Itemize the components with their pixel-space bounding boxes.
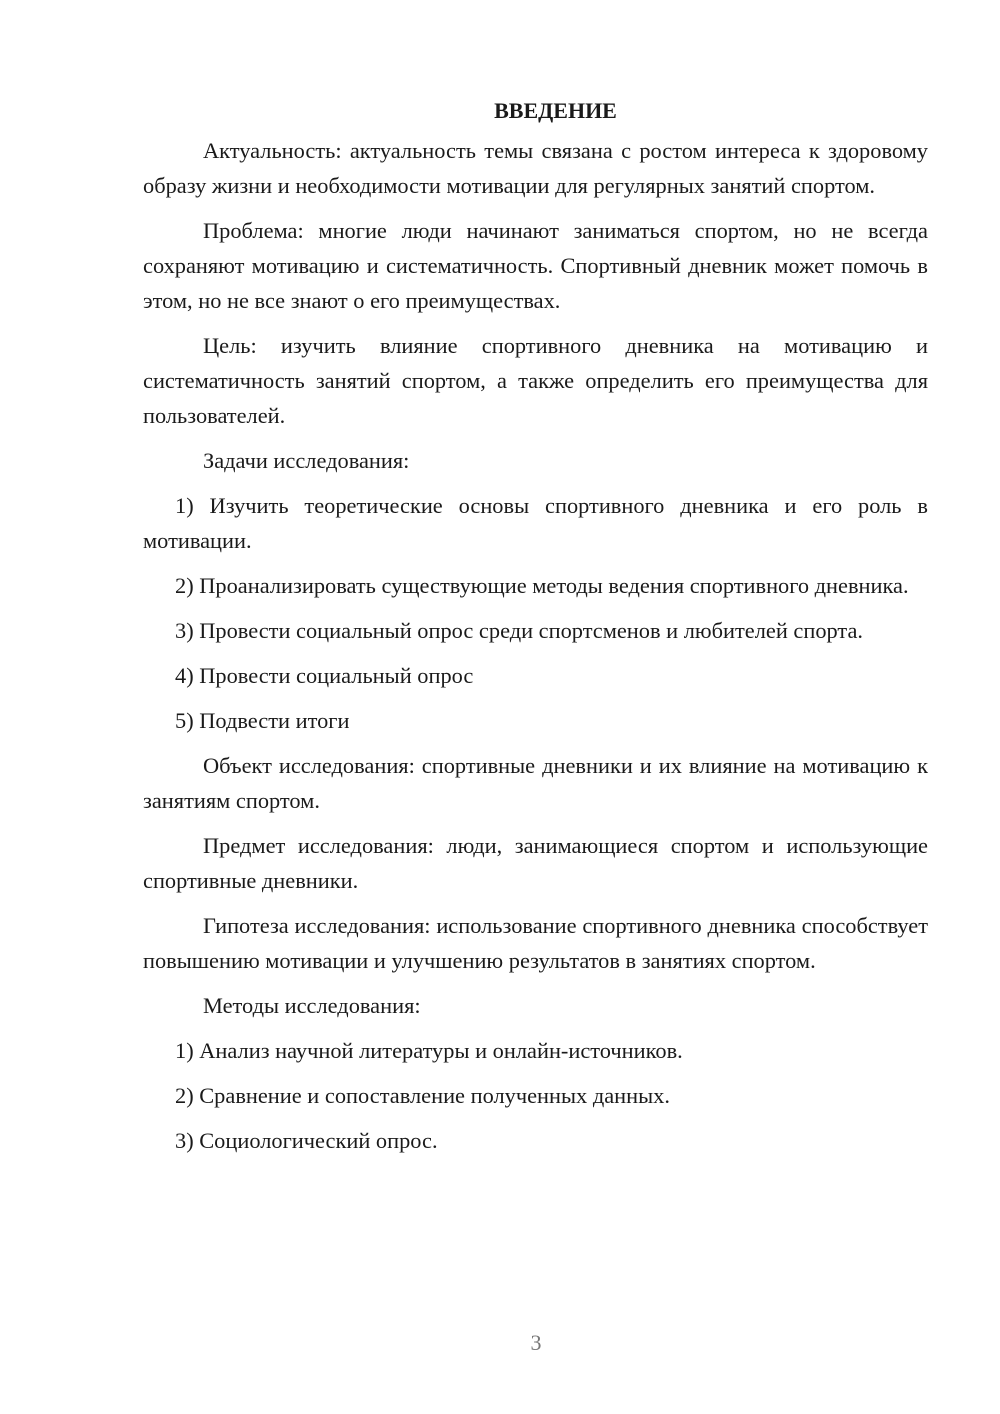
task-item-3: 3) Провести социальный опрос среди спортсменов и любителей спорта. <box>175 618 864 643</box>
method-item-2: 2) Сравнение и сопоставление полученных данных. <box>175 1083 670 1108</box>
task-item-1: 1) Изучить теоретические основы спортивного дневника и его роль в мотивации. <box>143 493 928 553</box>
methods-heading: Методы исследования: <box>203 993 421 1018</box>
tasks-heading: Задачи исследования: <box>203 448 410 473</box>
task-item-5: 5) Подвести итоги <box>175 708 350 733</box>
hypothesis-paragraph: Гипотеза исследования: использование спортивного дневника способствует повышению мотивации и улучшению результатов в занятиях спортом. <box>143 913 928 973</box>
task-item-4: 4) Провести социальный опрос <box>175 663 474 688</box>
relevance-paragraph: Актуальность: актуальность темы связана с ростом интереса к здоровому образу жизни и необходимости мотивации для регулярных занятий спортом. <box>143 138 928 198</box>
section-title: ВВЕДЕНИЕ <box>494 98 617 123</box>
page-number: 3 <box>530 1330 542 1355</box>
goal-paragraph: Цель: изучить влияние спортивного дневника на мотивацию и систематичность занятий спортом, а также определить его преимущества для пользователей. <box>143 333 928 428</box>
method-item-3: 3) Социологический опрос. <box>175 1128 438 1153</box>
problem-paragraph: Проблема: многие люди начинают заниматься спортом, но не всегда сохраняют мотивацию и систематичность. Спортивный дневник может помочь в этом, но не все знают о его преимуществах. <box>143 218 928 313</box>
subject-paragraph: Предмет исследования: люди, занимающиеся спортом и использующие спортивные дневники. <box>143 833 928 893</box>
method-item-1: 1) Анализ научной литературы и онлайн-источников. <box>175 1038 683 1063</box>
task-item-2: 2) Проанализировать существующие методы ведения спортивного дневника. <box>175 573 909 598</box>
object-paragraph: Объект исследования: спортивные дневники и их влияние на мотивацию к занятиям спортом. <box>143 753 928 813</box>
